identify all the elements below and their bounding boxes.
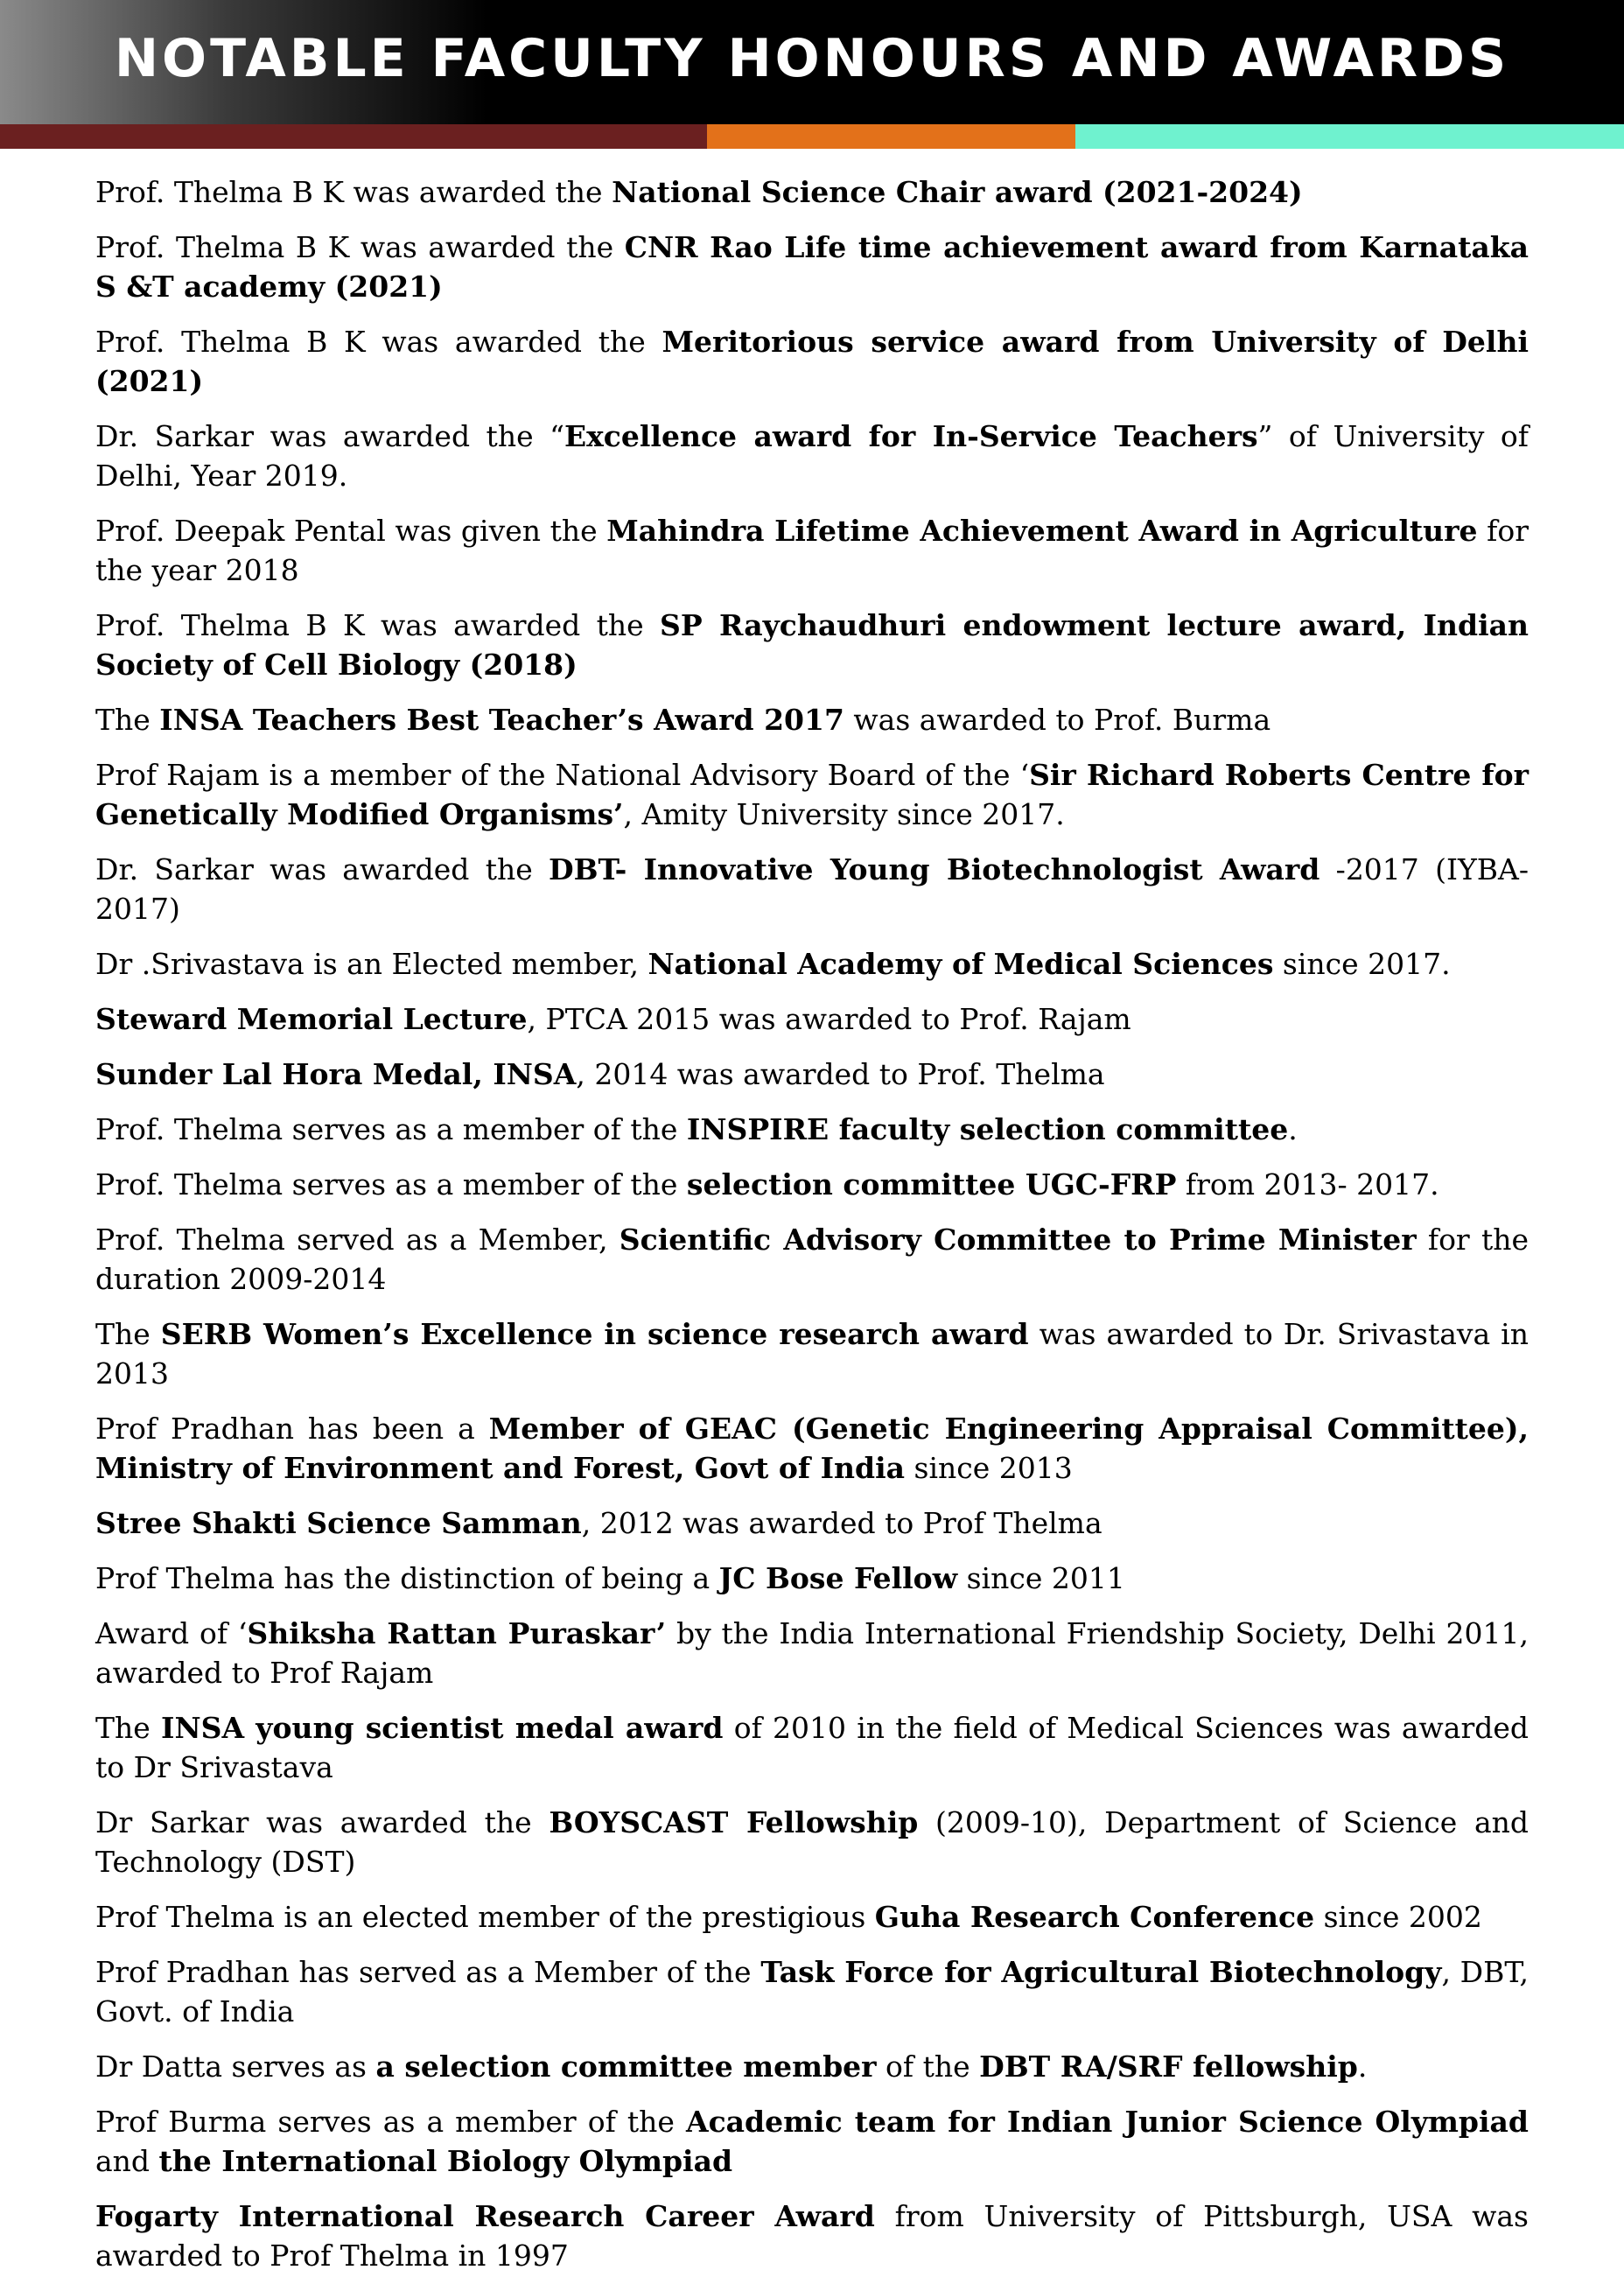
award-text: The	[95, 1317, 161, 1351]
award-highlight: National Science Chair award (2021-2024)	[612, 175, 1303, 209]
award-highlight: Stree Shakti Science Samman	[95, 1506, 582, 1540]
award-text: Dr Datta serves as	[95, 2049, 376, 2084]
award-item	[95, 1314, 1529, 1393]
award-highlight: Scientific Advisory Committee to Prime Minister	[619, 1223, 1417, 1257]
award-item	[95, 1409, 1529, 1488]
award-item	[95, 850, 1529, 928]
award-highlight: INSA young scientist medal award	[161, 1711, 724, 1745]
award-text: The	[95, 703, 160, 737]
award-item	[95, 1054, 1529, 1094]
award-item	[95, 1220, 1529, 1299]
award-item	[95, 1614, 1529, 1692]
award-text: for the duration 2009-2014	[95, 1223, 1529, 1296]
award-item	[95, 700, 1529, 739]
award-text: .	[1357, 2049, 1368, 2084]
award-text: Prof. Thelma B K was awarded the	[95, 175, 612, 209]
award-highlight: Excellence award for In-Service Teachers	[564, 419, 1258, 453]
award-highlight: Steward Memorial Lecture	[95, 1002, 528, 1036]
accent-stripe-aqua	[1075, 124, 1624, 149]
award-item	[95, 2047, 1529, 2086]
award-highlight: Sir Richard Roberts Centre for Genetically Modified Organisms’	[95, 758, 1529, 831]
award-text: , 2014 was awarded to Prof. Thelma	[576, 1057, 1105, 1091]
award-text: since 2002	[1314, 1900, 1482, 1934]
award-highlight: JC Bose Fellow	[718, 1561, 958, 1595]
accent-stripe-maroon	[0, 124, 707, 149]
award-text: Prof. Thelma B K was awarded the	[95, 325, 662, 359]
award-text: from University of Pittsburgh, USA was awarded to Prof Thelma in 1997	[95, 2199, 1529, 2273]
award-highlight: Sunder Lal Hora Medal, INSA	[95, 1057, 577, 1091]
award-text: was awarded to Prof. Burma	[844, 703, 1271, 737]
award-item	[95, 1708, 1529, 1787]
award-text: since 2013	[905, 1451, 1073, 1485]
award-text: Prof Pradhan has been a	[95, 1412, 489, 1446]
award-text: Dr. Sarkar was awarded the	[95, 852, 550, 886]
award-item	[95, 1952, 1529, 2031]
award-item	[95, 1110, 1529, 1149]
award-text: , Amity University since 2017.	[623, 797, 1065, 831]
award-text: Dr .Srivastava is an Elected member,	[95, 947, 648, 981]
award-highlight: Member of GEAC (Genetic Engineering Appraisal Committee), Ministry of Environment and Forest, Govt of India	[95, 1412, 1529, 1485]
award-text: by the India International Friendship Society, Delhi 2011, awarded to Prof Rajam	[95, 1616, 1529, 1690]
award-item	[95, 1503, 1529, 1543]
award-item	[95, 1803, 1529, 1881]
award-text: Dr Sarkar was awarded the	[95, 1805, 550, 1839]
award-text: -2017 (IYBA-2017)	[95, 852, 1529, 926]
award-highlight: Guha Research Conference	[874, 1900, 1315, 1934]
award-text: was awarded to Dr. Srivastava in 2013	[95, 1317, 1529, 1391]
award-item	[95, 755, 1529, 834]
award-text: and	[95, 2144, 159, 2178]
award-highlight: SP Raychaudhuri endowment lecture award, Indian Society of Cell Biology (2018)	[95, 608, 1529, 682]
accent-stripe-orange	[707, 124, 1075, 149]
award-text: (2009-10), Department of Science and Technology (DST)	[95, 1805, 1530, 1879]
award-highlight: a selection committee member	[375, 2049, 877, 2084]
award-text: Prof. Thelma B K was awarded the	[95, 608, 661, 642]
award-text: for the year 2018	[95, 514, 1529, 587]
header-banner	[0, 0, 1624, 124]
award-highlight: Meritorious service award from University of Delhi (2021)	[95, 325, 1529, 398]
award-text: Prof. Thelma serves as a member of the	[95, 1167, 687, 1202]
award-text: since 2017.	[1273, 947, 1451, 981]
award-text: from 2013- 2017.	[1176, 1167, 1439, 1202]
award-item	[95, 606, 1529, 684]
award-text: ” of University of Delhi, Year 2019.	[95, 419, 1530, 493]
award-text: Prof Thelma has the distinction of being a	[95, 1561, 719, 1595]
award-text: Prof Burma serves as a member of the	[95, 2105, 686, 2139]
award-highlight: Shiksha Rattan Puraskar’	[247, 1616, 667, 1650]
award-highlight: Fogarty International Research Career Award	[95, 2199, 875, 2233]
award-text: Prof Pradhan has served as a Member of the	[95, 1955, 761, 1989]
award-highlight: DBT- Innovative Young Biotechnologist Award	[549, 852, 1320, 886]
award-text: Prof Rajam is a member of the National Advisory Board of the ‘	[95, 758, 1030, 792]
award-text: The	[95, 1711, 162, 1745]
award-highlight: INSPIRE faculty selection committee	[686, 1112, 1289, 1146]
award-text: Prof. Thelma serves as a member of the	[95, 1112, 687, 1146]
awards-list	[95, 172, 1529, 2291]
award-text: Award of ‘	[95, 1616, 248, 1650]
award-highlight: BOYSCAST Fellowship	[549, 1805, 919, 1839]
award-text: Prof. Deepak Pental was given the	[95, 514, 607, 548]
award-item	[95, 1897, 1529, 1937]
award-text: Dr. Sarkar was awarded the “	[95, 419, 564, 453]
award-text: , PTCA 2015 was awarded to Prof. Rajam	[527, 1002, 1131, 1036]
award-highlight: Mahindra Lifetime Achievement Award in Agriculture	[606, 514, 1478, 548]
award-text: Prof. Thelma B K was awarded the	[95, 230, 625, 264]
award-item	[95, 417, 1529, 495]
award-highlight: DBT RA/SRF fellowship	[979, 2049, 1358, 2084]
award-text: since 2011	[957, 1561, 1125, 1595]
award-highlight: Task Force for Agricultural Biotechnology	[760, 1955, 1442, 1989]
award-item	[95, 944, 1529, 984]
award-text: .	[1288, 1112, 1298, 1146]
award-highlight: National Academy of Medical Sciences	[648, 947, 1274, 981]
award-item	[95, 1559, 1529, 1598]
award-highlight: CNR Rao Life time achievement award from Karnataka S &T academy (2021)	[95, 230, 1529, 304]
award-item	[95, 2102, 1529, 2181]
award-highlight: INSA Teachers Best Teacher’s Award 2017	[159, 703, 844, 737]
award-text: of 2010 in the field of Medical Sciences was awarded to Dr Srivastava	[95, 1711, 1529, 1784]
award-text: Prof Thelma is an elected member of the prestigious	[95, 1900, 875, 1934]
award-item	[95, 228, 1529, 306]
award-item	[95, 999, 1529, 1039]
award-item	[95, 2196, 1529, 2275]
award-text: , 2012 was awarded to Prof Thelma	[581, 1506, 1102, 1540]
award-text: of the	[876, 2049, 980, 2084]
award-highlight: selection committee UGC-FRP	[686, 1167, 1177, 1202]
award-item	[95, 322, 1529, 401]
award-highlight: SERB Women’s Excellence in science research award	[160, 1317, 1029, 1351]
award-item	[95, 1165, 1529, 1204]
page-title: NOTABLE FACULTY HONOURS AND AWARDS	[114, 28, 1510, 89]
award-text: , DBT, Govt. of India	[95, 1955, 1530, 2028]
award-highlight: the International Biology Olympiad	[158, 2144, 733, 2178]
award-item	[95, 511, 1529, 590]
award-text: Prof. Thelma served as a Member,	[95, 1223, 620, 1257]
award-highlight: Academic team for Indian Junior Science Olympiad	[685, 2105, 1529, 2139]
award-item	[95, 172, 1529, 212]
